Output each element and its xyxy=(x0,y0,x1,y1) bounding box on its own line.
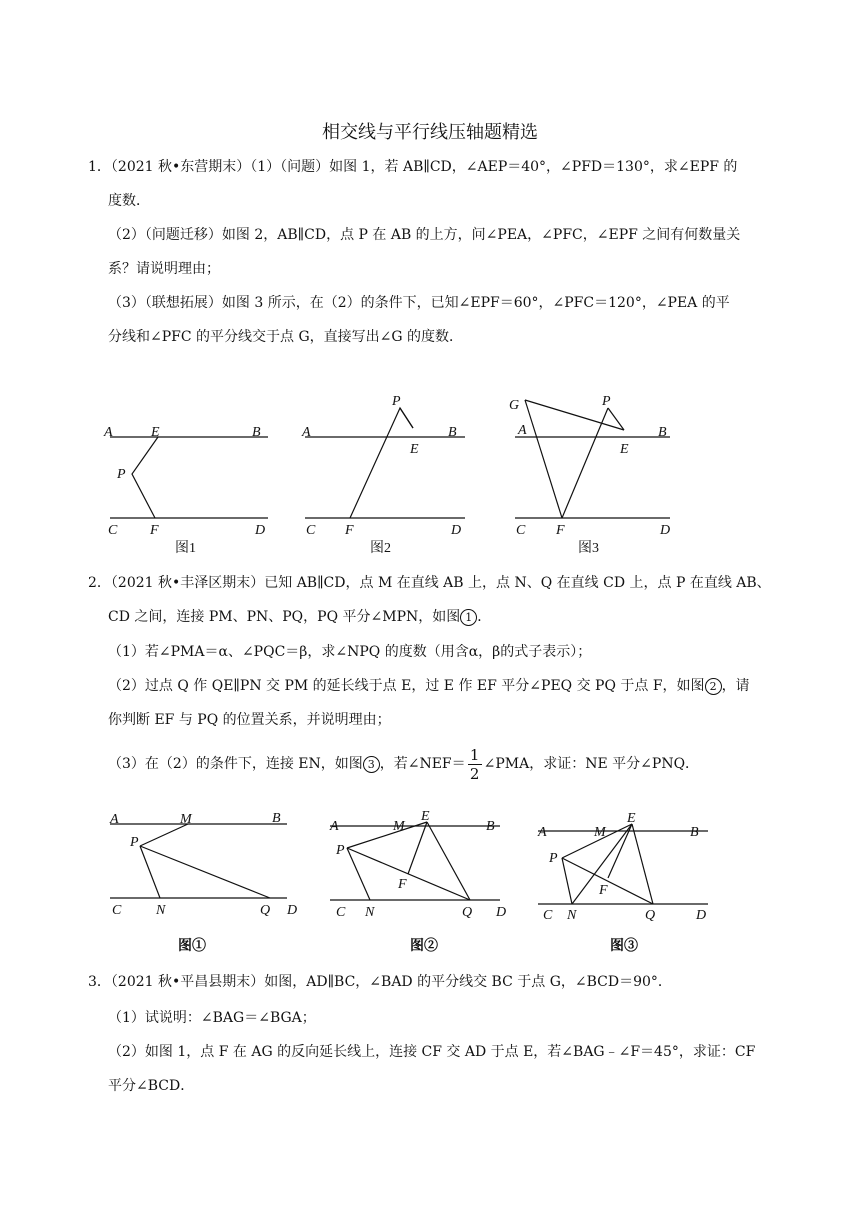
figC-label-c: C xyxy=(543,908,553,923)
fig3-line-fp xyxy=(562,408,608,518)
figA-label-q: Q xyxy=(260,903,271,918)
figB-label-q: Q xyxy=(462,905,473,920)
fig1-label-a: A xyxy=(104,425,113,440)
figA-label-a: A xyxy=(110,812,119,827)
fig2-label-f: F xyxy=(345,523,354,538)
q2-line-6c: ∠PMA，求证：NE 平分∠PNQ． xyxy=(483,756,700,772)
q2-line-3: （1）若∠PMA＝α、∠PQC＝β，求∠NPQ 的度数（用含α，β的式子表示）； xyxy=(108,644,592,660)
q1-line-4: 系？请说明理由； xyxy=(108,261,220,277)
figB-caption: 图② xyxy=(410,939,438,954)
fig2-label-e: E xyxy=(410,442,419,457)
q2-line-4 xyxy=(108,676,750,696)
figC-label-d: D xyxy=(696,908,707,923)
figC-line-pn xyxy=(562,858,572,904)
figB-line-eq xyxy=(427,822,470,900)
fig1-caption: 图1 xyxy=(175,541,196,556)
fig2-line-pe xyxy=(400,408,413,428)
q1-line-1: 1．（2021 秋•东营期末）（1）（问题）如图 1，若 AB∥CD，∠AEP＝40°，∠PFD＝130°，求∠EPF 的 xyxy=(88,159,738,175)
fig3-label-a: A xyxy=(518,423,527,438)
figC-line-eq xyxy=(632,824,653,904)
fig3-label-e: E xyxy=(620,442,629,457)
figB-label-m: M xyxy=(393,819,405,834)
fig3-line-pe xyxy=(608,408,624,430)
figC-label-q: Q xyxy=(645,908,656,923)
q2-line-5: 你判断 EF 与 PQ 的位置关系，并说明理由； xyxy=(108,712,391,728)
figB-line-ef xyxy=(408,822,427,874)
figA-label-b: B xyxy=(272,811,281,826)
figA-line-pm xyxy=(140,824,188,846)
figC-caption: 图③ xyxy=(610,939,638,954)
q2-line-6b: ，若∠NEF＝ xyxy=(379,756,466,772)
figA-label-d: D xyxy=(287,903,298,918)
fraction-numerator: 1 xyxy=(469,745,480,764)
fraction-one-half xyxy=(468,747,482,782)
fig3-line-gf xyxy=(525,400,562,518)
circled-number: 3 xyxy=(363,756,380,773)
q2-line-6a: （3）在（2）的条件下，连接 EN，如图 xyxy=(108,756,363,772)
q1-line-2: 度数． xyxy=(108,193,150,209)
q3-line-4: 平分∠BCD． xyxy=(108,1078,195,1094)
q2-line-6 xyxy=(108,742,699,786)
fig1-label-f: F xyxy=(150,523,159,538)
q3-line-2: （1）试说明：∠BAG＝∠BGA； xyxy=(108,1010,316,1026)
fraction-denominator: 2 xyxy=(469,764,480,783)
figC-label-a: A xyxy=(538,825,547,840)
figB-label-e: E xyxy=(421,809,430,824)
q1-line-5: （3）（联想拓展）如图 3 所示，在（2）的条件下，已知∠EPF＝60°，∠PFC＝120°，∠PEA 的平 xyxy=(108,295,730,311)
q3-line-3: （2）如图 1，点 F 在 AG 的反向延长线上，连接 CF 交 AD 于点 E，若∠BAG﹣∠F＝45°，求证：CF xyxy=(108,1044,756,1060)
q1-line-3: （2）（问题迁移）如图 2，AB∥CD，点 P 在 AB 的上方，问∠PEA，∠PFC，∠EPF 之间有何数量关 xyxy=(108,227,741,243)
fig1-path-epf xyxy=(132,437,158,518)
figA-label-m: M xyxy=(180,812,192,827)
q3-line-1: 3．（2021 秋•平昌县期末）如图，AD∥BC，∠BAD 的平分线交 BC 于点 G，∠BCD＝90°． xyxy=(88,974,672,990)
q2-line-4a: （2）过点 Q 作 QE∥PN 交 PM 的延长线于点 E，过 E 作 EF 平分∠PEQ 交 PQ 于点 F，如图 xyxy=(108,678,705,694)
figB-label-n: N xyxy=(365,905,375,920)
fig3-label-b: B xyxy=(658,425,667,440)
circled-number: 2 xyxy=(705,678,722,695)
fig2-label-p: P xyxy=(392,394,401,409)
q2-line-2-end: ． xyxy=(477,609,492,625)
figB-label-a: A xyxy=(330,819,339,834)
figC-label-m: M xyxy=(594,825,606,840)
fig2-label-c: C xyxy=(306,523,316,538)
figA-label-p: P xyxy=(130,835,139,850)
fig2-line-pf xyxy=(350,408,413,518)
figB-label-c: C xyxy=(336,905,346,920)
fig2-label-b: B xyxy=(448,425,457,440)
figB-label-d: D xyxy=(496,905,507,920)
q2-line-1: 2．（2021 秋•丰泽区期末）已知 AB∥CD，点 M 在直线 AB 上，点 N、Q 在直线 CD 上，点 P 在直线 AB、 xyxy=(88,575,771,591)
fig1-label-p: P xyxy=(117,467,126,482)
circled-number: 1 xyxy=(460,609,477,626)
figB-label-p: P xyxy=(336,843,345,858)
figC-label-e: E xyxy=(627,811,636,826)
figB-label-f: F xyxy=(398,877,407,892)
figC-label-p: P xyxy=(549,851,558,866)
fig3-label-p: P xyxy=(602,394,611,409)
figC-label-f: F xyxy=(599,883,608,898)
figC-label-n: N xyxy=(567,908,577,923)
fig3-label-g: G xyxy=(509,398,520,413)
figC-label-b: B xyxy=(690,825,699,840)
fig3-label-d: D xyxy=(660,523,671,538)
fig3-caption: 图3 xyxy=(578,541,599,556)
fig3-label-f: F xyxy=(556,523,565,538)
figB-label-b: B xyxy=(486,819,495,834)
figA-line-pq xyxy=(140,846,270,898)
fig1-label-d: D xyxy=(255,523,266,538)
fig1-label-b: B xyxy=(252,425,261,440)
q2-line-2-text: CD 之间，连接 PM、PN、PQ，PQ 平分∠MPN，如图 xyxy=(108,609,461,625)
figA-label-c: C xyxy=(112,903,122,918)
q1-figures xyxy=(100,390,700,560)
fig3-label-c: C xyxy=(516,523,526,538)
q2-line-2 xyxy=(108,607,491,627)
q1-line-6: 分线和∠PFC 的平分线交于点 G，直接写出∠G 的度数． xyxy=(108,329,464,345)
page-title: 相交线与平行线压轴题精选 xyxy=(322,122,538,143)
figA-label-n: N xyxy=(156,903,166,918)
fig1-label-e: E xyxy=(151,425,160,440)
figA-line-pn xyxy=(140,846,160,898)
fig2-caption: 图2 xyxy=(370,541,391,556)
q2-line-4b: ，请 xyxy=(721,678,750,694)
fig2-label-a: A xyxy=(302,425,311,440)
q2-figures xyxy=(100,800,720,960)
figA-caption: 图① xyxy=(178,939,206,954)
fig1-label-c: C xyxy=(108,523,118,538)
fig2-label-d: D xyxy=(451,523,462,538)
